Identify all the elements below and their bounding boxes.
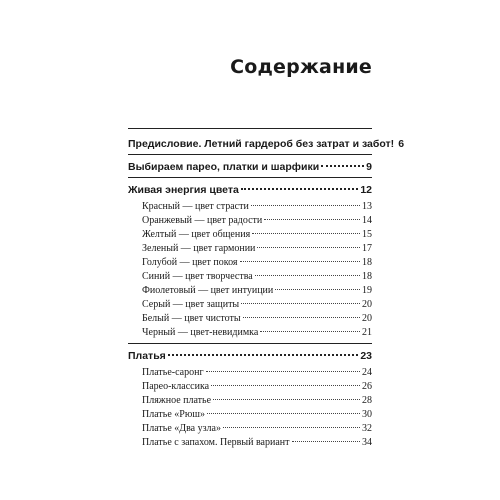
toc-subentry-page: 34 bbox=[362, 437, 372, 448]
dot-leader bbox=[206, 371, 360, 372]
dot-leader bbox=[252, 233, 360, 234]
toc-subentry-page: 18 bbox=[362, 271, 372, 282]
toc-subentry-title: Оранжевый — цвет радости bbox=[142, 215, 263, 226]
toc-subentry[interactable] bbox=[142, 313, 372, 324]
toc-subentry[interactable] bbox=[142, 327, 372, 338]
dot-leader bbox=[275, 289, 360, 290]
dot-leader bbox=[168, 354, 359, 356]
toc-subentry[interactable] bbox=[142, 201, 372, 212]
toc-subentry-page: 28 bbox=[362, 395, 372, 406]
toc-subentry-page: 26 bbox=[362, 381, 372, 392]
toc-subentry-title: Белый — цвет чистоты bbox=[142, 313, 241, 324]
toc-subentry[interactable] bbox=[142, 285, 372, 296]
toc-entry-title: Выбираем парео, платки и шарфики bbox=[128, 161, 320, 173]
divider bbox=[128, 177, 372, 178]
toc-entry-page: 12 bbox=[360, 184, 372, 196]
toc-subentry[interactable] bbox=[142, 271, 372, 282]
toc-subentry[interactable] bbox=[142, 243, 372, 254]
toc-subentry-page: 19 bbox=[362, 285, 372, 296]
toc-subentry[interactable] bbox=[142, 423, 372, 434]
toc-subentry-title: Платье-саронг bbox=[142, 367, 204, 378]
dot-leader bbox=[207, 413, 360, 414]
toc-subentry[interactable] bbox=[142, 257, 372, 268]
toc-subentry-page: 30 bbox=[362, 409, 372, 420]
toc-subentry[interactable] bbox=[142, 409, 372, 420]
toc-subentry-title: Черный — цвет-невидимка bbox=[142, 327, 259, 338]
toc-subentry[interactable] bbox=[142, 367, 372, 378]
toc-subentry-title: Фиолетовый — цвет интуиции bbox=[142, 285, 274, 296]
toc-entry-title: Живая энергия цвета bbox=[128, 184, 239, 196]
toc-entry-title: Платья bbox=[128, 350, 166, 362]
dot-leader bbox=[255, 275, 360, 276]
toc-entry[interactable] bbox=[128, 138, 405, 150]
toc-subentry[interactable] bbox=[142, 299, 372, 310]
toc-subentry-page: 18 bbox=[362, 257, 372, 268]
toc-subentry-page: 21 bbox=[362, 327, 372, 338]
toc-entry[interactable] bbox=[128, 350, 372, 362]
toc-subentry-page: 20 bbox=[362, 299, 372, 310]
divider bbox=[128, 128, 372, 129]
dot-leader bbox=[260, 331, 360, 332]
toc-subentry[interactable] bbox=[142, 229, 372, 240]
toc-subentry-title: Пляжное платье bbox=[142, 395, 212, 406]
toc-subentry-title: Платье «Два узла» bbox=[142, 423, 221, 434]
dot-leader bbox=[223, 427, 360, 428]
toc-entry[interactable] bbox=[128, 161, 372, 173]
toc-subentry-page: 17 bbox=[362, 243, 372, 254]
toc-subentry-title: Голубой — цвет покоя bbox=[142, 257, 238, 268]
toc-subentry-title: Платье «Рюш» bbox=[142, 409, 205, 420]
dot-leader bbox=[213, 399, 360, 400]
toc-entry-title: Предисловие. Летний гардероб без затрат и забот! bbox=[128, 138, 395, 150]
divider bbox=[128, 343, 372, 344]
toc-subentry-page: 15 bbox=[362, 229, 372, 240]
dot-leader bbox=[264, 219, 360, 220]
toc-entry-page: 9 bbox=[366, 161, 372, 173]
dot-leader bbox=[240, 261, 360, 262]
toc-subentry[interactable] bbox=[142, 381, 372, 392]
toc-subentry-page: 24 bbox=[362, 367, 372, 378]
dot-leader bbox=[241, 188, 358, 190]
toc-subentry[interactable] bbox=[142, 215, 372, 226]
toc-subentry-page: 14 bbox=[362, 215, 372, 226]
toc-subentry-title: Серый — цвет защиты bbox=[142, 299, 240, 310]
toc-entry-page: 6 bbox=[398, 138, 405, 150]
toc-subentry-title: Парео-классика bbox=[142, 381, 210, 392]
toc-subentry-title: Синий — цвет творчества bbox=[142, 271, 253, 282]
toc-subentry-title: Желтый — цвет общения bbox=[142, 229, 251, 240]
toc-subentry-page: 20 bbox=[362, 313, 372, 324]
page-title: Содержание bbox=[230, 56, 372, 78]
dot-leader bbox=[251, 205, 360, 206]
toc-entry-page: 23 bbox=[360, 350, 372, 362]
toc-subentry-title: Платье с запахом. Первый вариант bbox=[142, 437, 290, 448]
toc-subentry-page: 13 bbox=[362, 201, 372, 212]
toc-entry[interactable] bbox=[128, 184, 372, 196]
toc-subentry-title: Зеленый — цвет гармонии bbox=[142, 243, 256, 254]
dot-leader bbox=[257, 247, 360, 248]
dot-leader bbox=[241, 303, 360, 304]
toc-subentry[interactable] bbox=[142, 437, 372, 448]
dot-leader bbox=[243, 317, 360, 318]
dot-leader bbox=[292, 441, 361, 442]
dot-leader bbox=[321, 165, 364, 167]
toc-subentry-page: 32 bbox=[362, 423, 372, 434]
divider bbox=[128, 154, 372, 155]
toc-subentry-title: Красный — цвет страсти bbox=[142, 201, 249, 212]
dot-leader bbox=[211, 385, 360, 386]
toc-subentry[interactable] bbox=[142, 395, 372, 406]
